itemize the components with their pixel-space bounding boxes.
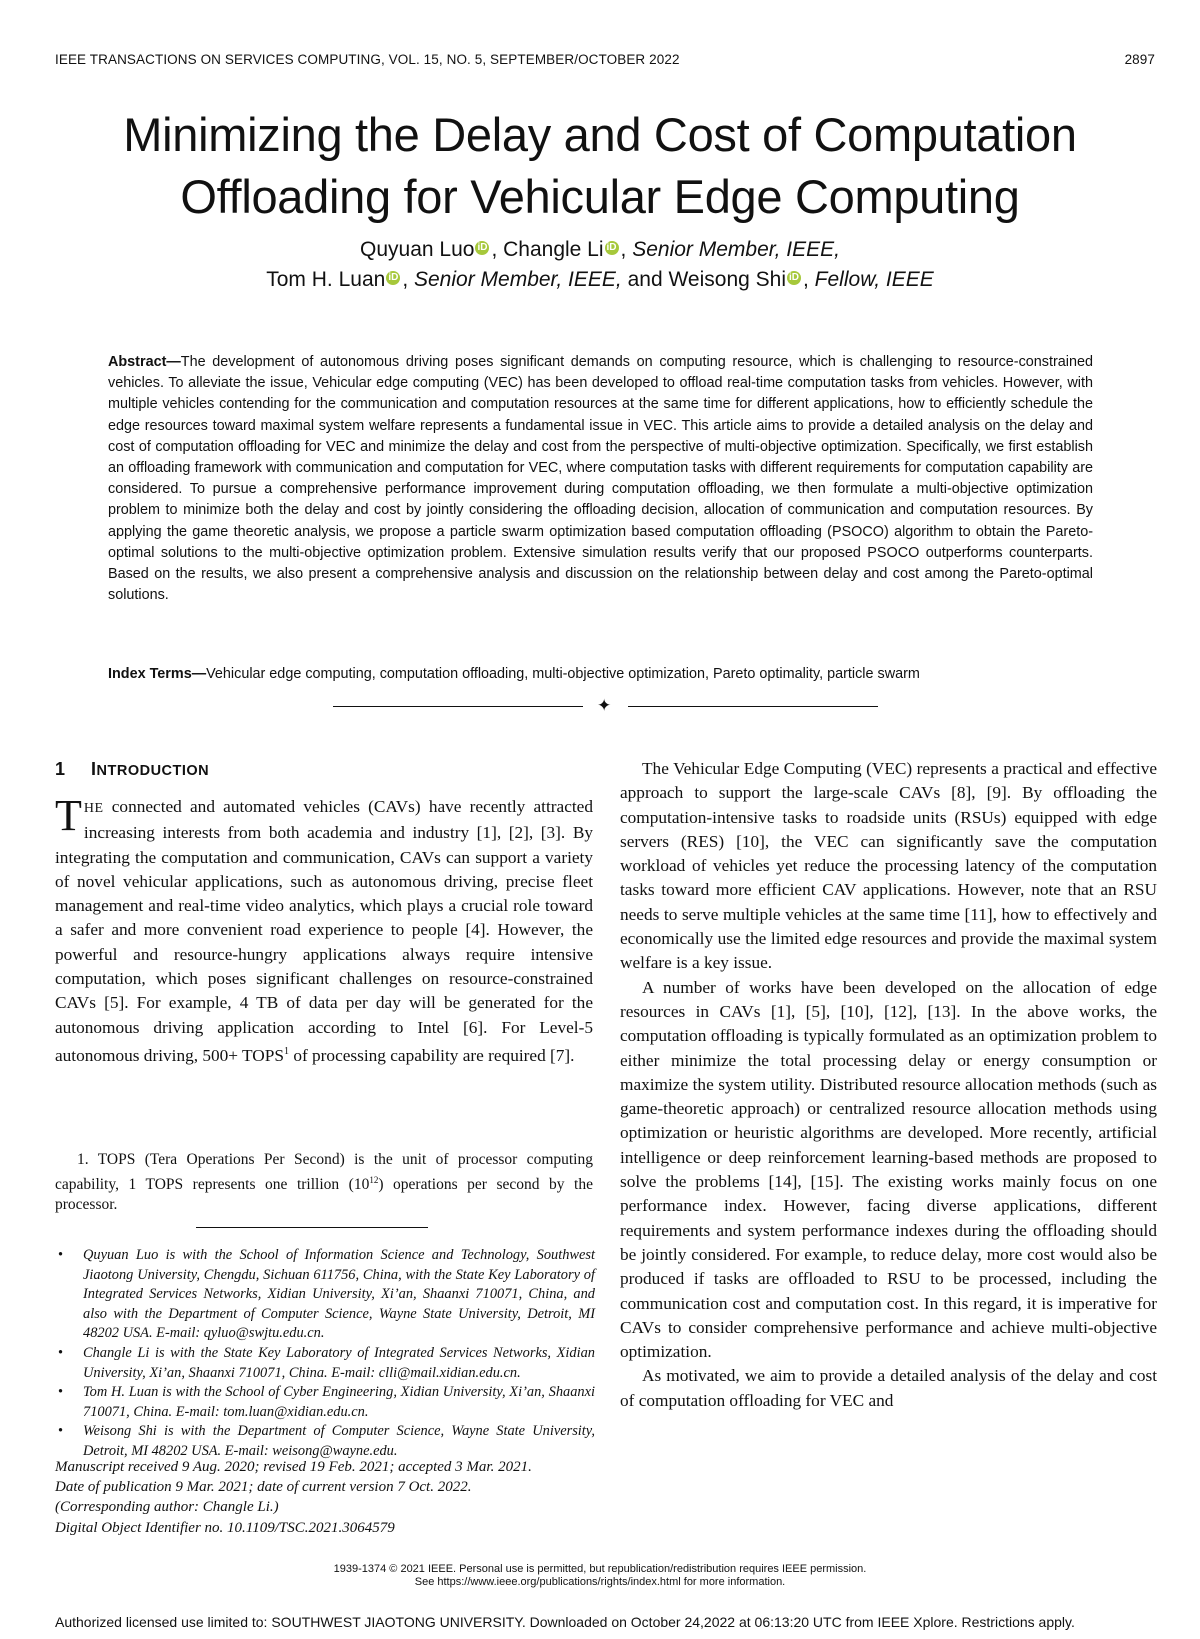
- orcid-icon[interactable]: iD: [789, 272, 799, 283]
- right-paragraph-3: As motivated, we aim to provide a detailed analysis of the delay and cost of computation offloading for VEC and: [620, 1366, 1157, 1410]
- right-column: [620, 757, 1157, 1413]
- intro-lead: HE: [83, 801, 104, 816]
- footnote-text-a: 1. TOPS (Tera Operations Per Second) is the unit of processor computing capability, 1 TOPS represents one trillion (10: [55, 1151, 593, 1194]
- affiliation-item: [55, 1422, 595, 1461]
- orcid-icon[interactable]: iD: [606, 242, 617, 253]
- author-line-2: Tom H. Luan iD , Senior Member, IEEE, and Weisong Shi iD , Fellow, IEEE: [266, 268, 934, 291]
- right-paragraph-1: The Vehicular Edge Computing (VEC) represents a practical and effective approach to support the large-scale CAVs [8], [9]. By offloading the computation-intensive tasks to roadside units (RSUs) equipped with edge servers (RES) [10], the VEC can significantly save the computation workload of vehicles yet reduce the processing latency of the computation tasks toward more efficient CAV applications. However, note that an RSU needs to serve multiple vehicles at the same time [11], how to effectively and economically use the limited edge resources and provide the maximal system welfare is a key issue.: [620, 759, 1157, 973]
- left-column: [55, 791, 593, 1068]
- separator-rule-left: [333, 706, 583, 707]
- separator-diamond-icon: ✦: [597, 696, 612, 715]
- intro-paragraph: [55, 791, 593, 1068]
- corresponding-author: (Corresponding author: Changle Li.): [55, 1499, 279, 1516]
- index-terms-text: Vehicular edge computing, computation offloading, multi-objective optimization, Pareto optimality, particle swarm: [206, 666, 920, 682]
- manuscript-received: Manuscript received 9 Aug. 2020; revised 19 Feb. 2021; accepted 3 Mar. 2021.: [55, 1459, 532, 1475]
- separator-rule-right: [628, 706, 878, 707]
- author-luan-role: Senior Member, IEEE,: [413, 268, 622, 291]
- author-and: and: [627, 268, 663, 291]
- bullet-icon: •: [58, 1344, 64, 1361]
- index-terms: [108, 664, 1093, 685]
- affiliation-text: Weisong Shi is with the Department of Computer Science, Wayne State University, Detroit, MI 48202 USA. E-mail: weisong@wayne.edu.: [83, 1423, 595, 1459]
- affiliation-text: Changle Li is with the State Key Laboratory of Integrated Services Networks, Xidian University, Xi’an, Shaanxi 710071, China. E-mail: clli@mail.xidian.edu.cn.: [83, 1344, 595, 1381]
- running-head: [55, 52, 1155, 67]
- orcid-icon[interactable]: iD: [388, 272, 399, 283]
- affiliation-item: [55, 1383, 595, 1422]
- manuscript-info: [55, 1457, 595, 1538]
- title-line-2: Offloading for Vehicular Edge Computing: [180, 170, 1020, 223]
- intro-text: connected and automated vehicles (CAVs) have recently attracted increasing interests from both academia and industry [1], [2], [3]. By integrating the computation and communication, CAVs can support a variety of novel vehicular applications, such as autonomous driving, precise fleet management and real-time video analytics, which plays a crucial role toward a safer and more convenient road experience to people [4]. However, the powerful and resource-hungry applications always require intensive computation, which poses significant challenges on resource-constrained CAVs [5]. For example, 4 TB of data per day will be generated for the autonomous driving application according to Intel [6]. For Level-5 autonomous driving, 500+ TOPS: [55, 797, 593, 1065]
- intro-text-end: of processing capability are required [7].: [289, 1045, 575, 1065]
- author-luan: Tom H. Luan: [266, 268, 386, 291]
- footnote: [55, 1150, 593, 1215]
- title-line-1: Minimizing the Delay and Cost of Computation: [123, 108, 1077, 161]
- copyright-line-2[interactable]: See https://www.ieee.org/publications/rights/index.html for more information.: [414, 1576, 786, 1588]
- bullet-icon: •: [58, 1423, 64, 1440]
- section-heading: [55, 759, 209, 780]
- affiliation-item: [55, 1246, 595, 1344]
- author-shi-role: Fellow, IEEE: [814, 268, 934, 291]
- author-line-1: Quyuan Luo iD , Changle Li iD , Senior Member, IEEE,: [360, 238, 840, 261]
- page-number: 2897: [1124, 52, 1155, 67]
- orcid-icon[interactable]: iD: [477, 242, 488, 253]
- section-number: 1: [55, 759, 66, 779]
- footnote-exponent: 12: [369, 1175, 379, 1185]
- drop-cap: T: [55, 791, 82, 840]
- publication-date: Date of publication 9 Mar. 2021; date of current version 7 Oct. 2022.: [55, 1479, 472, 1496]
- index-terms-label: Index Terms—: [108, 666, 207, 682]
- copyright-line-1: 1939-1374 © 2021 IEEE. Personal use is permitted, but republication/redistribution requires IEEE permission.: [333, 1563, 867, 1575]
- author-luo: Quyuan Luo: [360, 238, 475, 261]
- right-paragraph-2: A number of works have been developed on the allocation of edge resources in CAVs [1], [5], [10], [12], [13]. In the above works, the computation offloading is typically formulated as an optimization problem to either minimize the total processing delay or energy consumption or maximize the system utility. Distributed resource allocation methods (such as game-theoretic approach) or centralized resource allocation methods using optimization or heuristic algorithms are developed. More recently, artificial intelligence or deep reinforcement learning-based methods are proposed to solve the problems [14], [15]. The existing works mainly focus on one performance index. However, facing diverse applications, different requirements and system performance indexes during the offloading should be jointly considered. For example, to reduce delay, more cost would also be produced if tasks are offloaded to RSU to be processed, including the communication cost and computation cost. In this regard, it is imperative for CAVs to consider comprehensive performance and achieve multi-objective optimization.: [620, 977, 1157, 1362]
- doi[interactable]: Digital Object Identifier no. 10.1109/TSC.2021.3064579: [55, 1519, 395, 1536]
- authorized-use-notice: Authorized licensed use limited to: SOUTHWEST JIAOTONG UNIVERSITY. Downloaded on October 24,2022 at 06:13:20 UTC from IEEE Xplore. Restrictions apply.: [55, 1614, 1075, 1630]
- footnote-text-b: ) operations per second by the processor.: [55, 1176, 593, 1214]
- section-title-rest: NTRODUCTION: [96, 763, 210, 779]
- bullet-icon: •: [58, 1384, 64, 1401]
- paper-title: [40, 104, 1160, 228]
- copyright-notice: [0, 1563, 1200, 1589]
- affiliation-text: Quyuan Luo is with the School of Information Science and Technology, Southwest Jiaotong University, Chengdu, Sichuan 611756, China, with the State Key Laboratory of Integrated Services Networks, Xidian University, Xi’an, Shaanxi 710071, China, and also with the Department of Computer Science, Wayne State University, Detroit, MI 48202 USA. E-mail: qyluo@swjtu.edu.cn.: [83, 1247, 595, 1342]
- abstract: [108, 352, 1093, 606]
- abstract-text: The development of autonomous driving poses significant demands on computing resource, which is challenging to resource-constrained vehicles. To alleviate the issue, Vehicular edge computing (VEC) has been developed to offload real-time computation tasks from vehicles. However, with multiple vehicles contending for the communication and computation resources at the same time for different applications, how to efficiently schedule the edge resources toward maximal system welfare represents a fundamental issue in VEC. This article aims to provide a detailed analysis on the delay and cost of computation offloading for VEC and minimize the delay and cost from the perspective of multi-objective optimization. Specifically, we first establish an offloading framework with communication and computation for VEC, where computation tasks with different requirements for computation capability are considered. To pursue a comprehensive performance improvement during computation offloading, we then formulate a multi-objective optimization problem to minimize both the delay and cost by jointly considering the offloading decision, allocation of communication and computation resources. By applying the game theoretic analysis, we propose a particle swarm optimization based computation offloading (PSOCO) algorithm to obtain the Pareto-optimal solutions to the multi-objective optimization problem. Extensive simulation results verify that our proposed PSOCO outperforms counterparts. Based on the results, we also present a comprehensive analysis and discussion on the relationship between delay and cost among the Pareto-optimal solutions.: [108, 354, 1093, 604]
- bullet-icon: •: [58, 1247, 64, 1263]
- author-li-role: Senior Member, IEEE,: [632, 238, 840, 261]
- abstract-label: Abstract—: [108, 354, 181, 370]
- section-title-initial: I: [91, 759, 97, 779]
- author-shi: Weisong Shi: [668, 268, 786, 291]
- footnote-marker[interactable]: 1: [284, 1045, 289, 1057]
- affiliation-item: [55, 1344, 595, 1383]
- journal-header: IEEE TRANSACTIONS ON SERVICES COMPUTING, VOL. 15, NO. 5, SEPTEMBER/OCTOBER 2022: [55, 52, 680, 67]
- author-li: Changle Li: [503, 238, 604, 261]
- affiliation-list: [55, 1246, 595, 1462]
- footnote-rule: [196, 1227, 428, 1228]
- affiliation-text: Tom H. Luan is with the School of Cyber Engineering, Xidian University, Xi’an, Shaanxi 710071, China. E-mail: tom.luan@xidian.edu.cn.: [83, 1384, 595, 1420]
